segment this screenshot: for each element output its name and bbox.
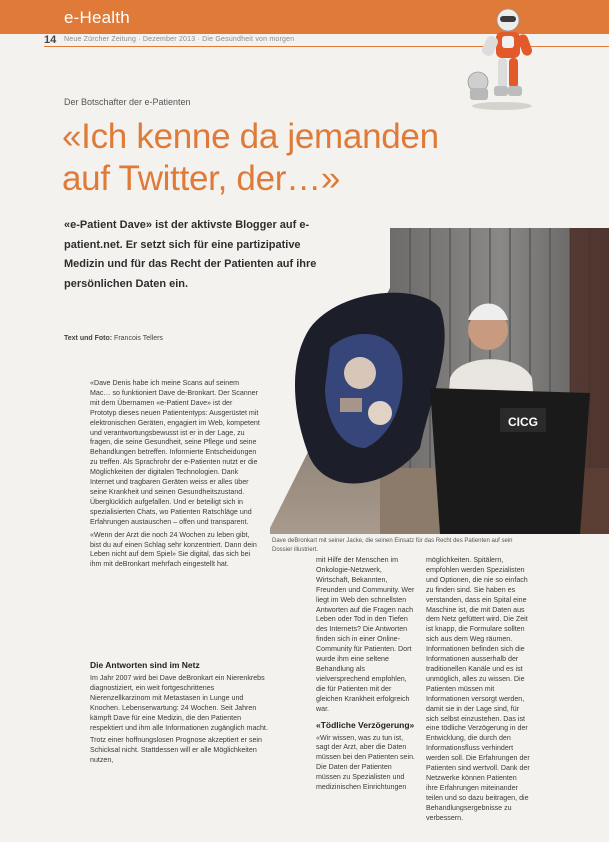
headline-line-1: «Ich kenne da jemanden [62, 117, 439, 156]
header-meta: Neue Zürcher Zeitung · Dezember 2013 · Die Gesundheit von morgen [64, 36, 295, 43]
body-column-1-top [90, 379, 260, 573]
article-headline [62, 116, 562, 200]
article-lead: «e-Patient Dave» ist der aktivste Blogger auf e-patient.net. Er setzt sich für eine partizipative Medizin und für das Recht der Patienten auf ihre persönlichen Daten ein. [64, 219, 317, 290]
robot-illustration [462, 6, 542, 110]
body-paragraph: «Wenn der Arzt die noch 24 Wochen zu leben gibt, bist du auf einen Schlag sehr konzentriert. Dann dein Leben nicht auf dem Spiel» Sie digital, das sich bei ihm mit deBronkart mehrfach eingestellt hat. [90, 530, 257, 569]
body-paragraph: mit Hilfe der Menschen im Onkologie-Netzwerk, Wirtschaft, Bekannten, Freunden und Community. Wer liegt im Web den schnellsten Antworten auf die Fragen nach Leben oder Tod in den Tiefen des Internets? Die Antworten finden sich in einer Online-Community für Patienten. Dort wurde ihm eine seltene Behandlung als vielversprechend empfohlen, die für Patienten mit der gleichen Krankheit erfolgreich war. [316, 556, 415, 713]
credit-name: Francois Tellers [114, 335, 163, 342]
article-credit [64, 335, 163, 342]
body-paragraph: «Wir wissen, was zu tun ist, sagt der Arzt, aber die Daten müssen bei den Patienten sein. Die Daten der Patienten müssen zu Spezialisten und medizinischen Einrichtungen [316, 733, 415, 792]
headline-line-2: auf Twitter, der…» [62, 159, 340, 198]
article-kicker: Der Botschafter der e-Patienten [64, 97, 191, 107]
body-paragraph: Im Jahr 2007 wird bei Dave deBronkart ein Nierenkrebs diagnostiziert, ein weit fortgeschrittenes Nierenzellkarzinom mit Metastasen in Lunge und Knochen. Lebenserwartung: 24 Wochen. Seit Jahren kämpft Dave für eine Medizin, die den Patienten respektiert und ihm alle Informationen zugänglich macht. [90, 674, 268, 732]
subhead-answers: Die Antworten sind im Netz [90, 660, 200, 670]
body-column-2 [316, 556, 416, 796]
body-column-1-bottom [90, 655, 268, 769]
body-paragraph: «Dave Denis habe ich meine Scans auf seinem Mac… so funktioniert Dave de-Bronkart. Der Scanner mit dem Übernamen «e-Patient Dave» ist der Prototyp dieses neuen Patiententyps: Ausgerüstet mit elektronischen Geräten, engagiert im Web, kompetent und verantwortungsbewusst ist er in der Lage, zu fragen, die seine Gesundheit, seine Pflege und seine Behandlungen betreffen. Informierte Entscheidungen zu treffen. Als Sprachrohr der e-Patienten nutzt er die Möglichkeiten der digitalen Technologien. Dank Internet und tragbaren Geräten weiss er alles über seine Krankheit und seinen Gesundheitszustand. Überglücklich aufgefallen. Und er beteiligt sich in spezialisierten Chats, wo Patienten Ratschläge und Erfahrungen austauschen – offen und transparent. [90, 379, 260, 526]
section-label: e-Health [64, 8, 130, 27]
page-number: 14 [44, 34, 57, 46]
credit-label: Text und Foto: [64, 335, 113, 342]
body-paragraph: Trotz einer hoffnungslosen Prognose akzeptiert er sein Schicksal nicht. Stattdessen will er alle Möglichkeiten nutzen, [90, 736, 262, 765]
body-column-3 [426, 556, 530, 826]
body-paragraph: möglichkeiten. Spitälern, empfohlen werden Spezialisten und Optionen, die nie so einfach zu finden sind. Sie haben es verstanden, dass ein Spital eine Maschine ist, die mit Daten aus dem Netz gefüttert wird. Die Zeit ist knapp, die Formulare sollten sich aus dem Weg räumen. Informationen befinden sich die Informationen ausserhalb der traditionellen Kanäle und es ist unmöglich, alles zu wissen. Die Patienten müssen mit Informationen versorgt werden, damit sie in der Lage sind, für sich selbst einzustehen. Das ist eine tödliche Verzögerung in der Entwicklung, die durch den Informationsfluss verhindert werden soll. Die Erfahrungen der Patienten sind wertvoll. Dank der Netzwerke können Patienten ihre Erfahrungen miteinander teilen und so dazu beitragen, die Behandlungsergebnisse zu verbessern. [426, 556, 530, 822]
podium-logo: CICG [508, 415, 538, 429]
photo-caption: Dave deBronkart mit seiner Jacke, die seinen Einsatz für das Recht des Patienten auf sein Dossier illustriert. [272, 538, 513, 553]
subhead-delay: «Tödliche Verzögerung» [316, 719, 415, 730]
article-photo [270, 228, 609, 534]
